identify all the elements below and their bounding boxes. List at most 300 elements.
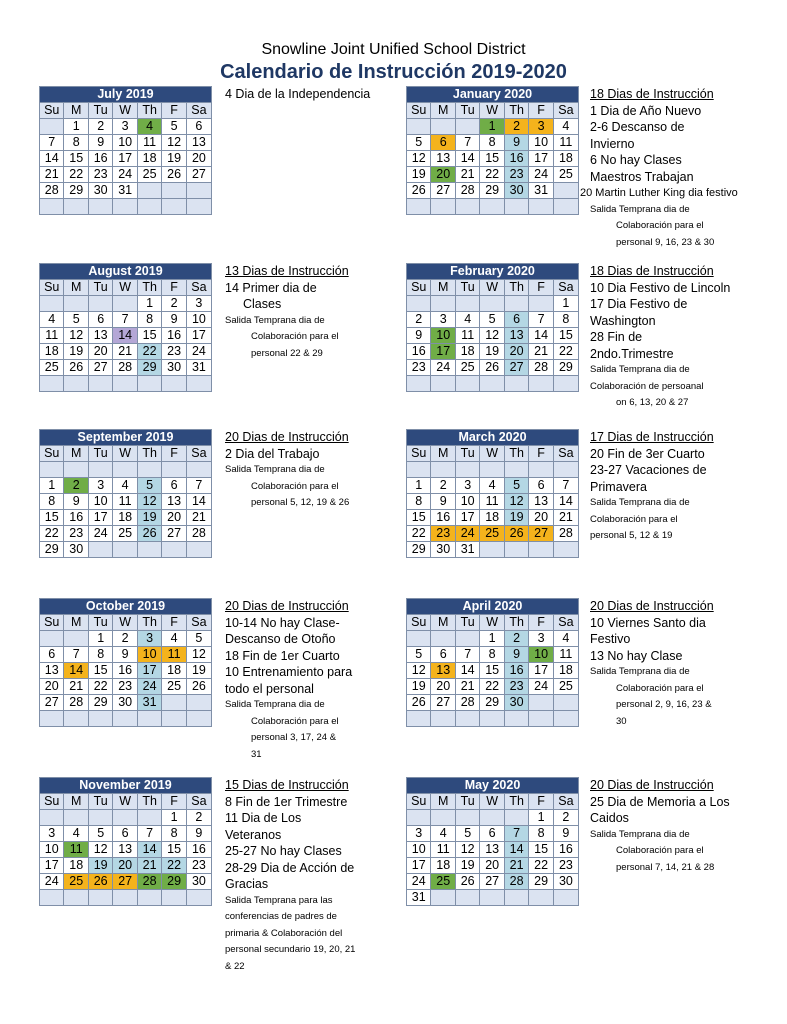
empty-cell <box>480 199 504 215</box>
day-cell: 13 <box>186 135 211 151</box>
calendar-table <box>39 429 212 558</box>
day-cell: 6 <box>113 826 137 842</box>
note-line: Colaboración para el <box>616 220 704 231</box>
day-cell: 5 <box>455 826 479 842</box>
month-name: May 2020 <box>407 778 579 794</box>
empty-cell <box>64 462 88 478</box>
day-cell: 22 <box>137 344 161 360</box>
day-cell: 28 <box>529 360 553 376</box>
day-cell: 20 <box>113 858 137 874</box>
weekday-label: Sa <box>186 446 211 462</box>
week-row <box>40 647 212 663</box>
day-cell: 25 <box>40 360 64 376</box>
day-cell: 30 <box>504 183 528 199</box>
day-cell: 17 <box>186 328 211 344</box>
day-cell: 5 <box>186 631 211 647</box>
empty-cell <box>431 631 455 647</box>
empty-cell <box>162 890 186 906</box>
day-cell: 29 <box>88 695 112 711</box>
week-row <box>40 296 212 312</box>
weekday-label: F <box>162 446 186 462</box>
instruction-days-heading: 17 Dias de Instrucción <box>590 430 714 444</box>
empty-cell <box>553 542 578 558</box>
note-line: 10-14 No hay Clase- <box>225 615 340 630</box>
day-cell: 17 <box>529 151 553 167</box>
weekday-label: Tu <box>455 794 479 810</box>
day-cell: 2 <box>504 119 528 135</box>
week-row <box>407 874 579 890</box>
week-row <box>407 151 579 167</box>
empty-cell <box>40 296 64 312</box>
week-row <box>407 135 579 151</box>
day-cell: 20 <box>431 679 455 695</box>
month-notes <box>225 598 415 763</box>
day-cell: 21 <box>504 858 528 874</box>
empty-cell <box>480 296 504 312</box>
empty-cell <box>88 462 112 478</box>
month-calendar <box>406 598 579 727</box>
day-cell: 1 <box>407 478 431 494</box>
day-cell: 30 <box>553 874 578 890</box>
day-cell: 27 <box>113 874 137 890</box>
week-row <box>407 526 579 542</box>
day-cell: 29 <box>480 695 504 711</box>
note-line: Gracias <box>225 877 269 891</box>
day-cell: 21 <box>455 167 479 183</box>
day-cell: 2 <box>407 312 431 328</box>
empty-cell <box>480 810 504 826</box>
day-cell: 5 <box>407 647 431 663</box>
empty-cell <box>431 119 455 135</box>
empty-cell <box>64 810 88 826</box>
page-title: Calendario de Instrucción 2019-2020 <box>220 61 567 83</box>
empty-cell <box>64 890 88 906</box>
day-cell: 4 <box>455 312 479 328</box>
weekday-label: M <box>431 446 455 462</box>
weekday-label: Tu <box>88 794 112 810</box>
week-row <box>40 119 212 135</box>
day-cell: 3 <box>113 119 137 135</box>
day-cell: 27 <box>504 360 528 376</box>
day-cell: 2 <box>64 478 88 494</box>
day-cell: 26 <box>64 360 88 376</box>
day-cell: 26 <box>186 679 211 695</box>
day-cell: 1 <box>162 810 186 826</box>
day-cell: 1 <box>64 119 88 135</box>
day-cell: 24 <box>88 526 112 542</box>
empty-cell <box>40 810 64 826</box>
day-cell: 31 <box>113 183 137 199</box>
day-cell: 29 <box>137 360 161 376</box>
empty-cell <box>186 711 211 727</box>
note-line: Veteranos <box>225 827 282 842</box>
empty-cell <box>113 376 137 392</box>
empty-cell <box>186 183 211 199</box>
day-cell: 12 <box>186 647 211 663</box>
month-notes <box>225 429 415 512</box>
day-cell: 4 <box>137 119 161 135</box>
empty-cell <box>88 199 112 215</box>
empty-cell <box>455 462 479 478</box>
day-cell: 5 <box>64 312 88 328</box>
day-cell: 23 <box>504 167 528 183</box>
day-cell: 4 <box>553 119 578 135</box>
day-cell: 20 <box>529 510 553 526</box>
day-cell: 27 <box>88 360 112 376</box>
day-cell: 8 <box>407 494 431 510</box>
weekday-label: Sa <box>553 280 578 296</box>
note-line: primaria & Colaboración del <box>225 927 343 939</box>
weekday-label: M <box>64 103 88 119</box>
day-cell: 5 <box>480 312 504 328</box>
note-line: Salida Temprana dia de <box>590 364 690 375</box>
day-cell: 11 <box>480 494 504 510</box>
month-notes <box>590 263 780 412</box>
day-cell: 10 <box>407 842 431 858</box>
day-cell: 18 <box>553 151 578 167</box>
day-cell: 7 <box>455 647 479 663</box>
empty-cell <box>431 376 455 392</box>
day-cell: 19 <box>186 663 211 679</box>
day-cell: 22 <box>64 167 88 183</box>
week-row <box>407 167 579 183</box>
note-line: Salida Temprana dia de <box>590 203 690 215</box>
week-row <box>407 296 579 312</box>
day-cell: 17 <box>455 510 479 526</box>
day-cell: 29 <box>480 183 504 199</box>
empty-cell <box>407 199 431 215</box>
note-line: Colaboración para el <box>251 331 339 342</box>
note-line: 2ndo.Trimestre <box>590 346 674 361</box>
day-cell: 6 <box>431 647 455 663</box>
empty-cell <box>162 542 186 558</box>
month-calendar <box>39 86 212 215</box>
week-row <box>40 679 212 695</box>
note-line: Invierno <box>590 136 635 151</box>
day-cell: 21 <box>455 679 479 695</box>
month-notes <box>225 86 415 103</box>
day-cell: 17 <box>88 510 112 526</box>
week-row <box>407 842 579 858</box>
day-cell: 3 <box>431 312 455 328</box>
day-cell: 4 <box>480 478 504 494</box>
day-cell: 14 <box>455 663 479 679</box>
month-calendar <box>39 777 212 906</box>
empty-cell <box>407 810 431 826</box>
note-line: Salida Temprana para las <box>225 894 333 906</box>
month-name: October 2019 <box>40 599 212 615</box>
day-cell: 18 <box>113 510 137 526</box>
empty-cell <box>504 376 528 392</box>
day-cell: 29 <box>162 874 186 890</box>
day-cell: 1 <box>480 119 504 135</box>
day-cell: 18 <box>64 858 88 874</box>
empty-cell <box>431 711 455 727</box>
week-row <box>40 526 212 542</box>
day-cell: 17 <box>407 858 431 874</box>
day-cell: 3 <box>529 119 553 135</box>
day-cell: 15 <box>137 328 161 344</box>
note-line: 4 Dia de la Independencia <box>225 87 371 101</box>
month-notes <box>580 86 780 251</box>
day-cell: 27 <box>40 695 64 711</box>
empty-cell <box>113 199 137 215</box>
month-notes <box>590 777 780 876</box>
day-cell: 16 <box>407 344 431 360</box>
day-cell: 30 <box>186 874 211 890</box>
weekday-label: Tu <box>455 446 479 462</box>
week-row <box>40 151 212 167</box>
day-cell: 22 <box>88 679 112 695</box>
note-line: Descanso de Otoño <box>225 632 336 646</box>
day-cell: 10 <box>40 842 64 858</box>
empty-cell <box>186 199 211 215</box>
day-cell: 26 <box>480 360 504 376</box>
day-cell: 15 <box>407 510 431 526</box>
empty-cell <box>64 376 88 392</box>
empty-cell <box>504 199 528 215</box>
day-cell: 30 <box>88 183 112 199</box>
instruction-days-heading: 20 Dias de Instrucción <box>590 778 714 792</box>
day-cell: 23 <box>504 679 528 695</box>
day-cell: 1 <box>480 631 504 647</box>
day-cell: 18 <box>40 344 64 360</box>
day-cell: 9 <box>553 826 578 842</box>
day-cell: 25 <box>162 679 186 695</box>
weekday-label: W <box>113 446 137 462</box>
empty-cell <box>455 199 479 215</box>
weekday-label: M <box>431 794 455 810</box>
day-cell: 12 <box>162 135 186 151</box>
day-cell: 6 <box>431 135 455 151</box>
day-cell: 4 <box>40 312 64 328</box>
empty-cell <box>88 810 112 826</box>
day-cell: 13 <box>162 494 186 510</box>
day-cell: 25 <box>455 360 479 376</box>
day-cell: 29 <box>553 360 578 376</box>
empty-cell <box>137 542 161 558</box>
weekday-label: W <box>113 103 137 119</box>
day-cell: 16 <box>553 842 578 858</box>
day-cell: 7 <box>553 478 578 494</box>
empty-cell <box>431 462 455 478</box>
day-cell: 28 <box>137 874 161 890</box>
day-cell: 13 <box>529 494 553 510</box>
day-cell: 9 <box>64 494 88 510</box>
note-line: Salida Temprana dia de <box>225 314 325 326</box>
weekday-label: W <box>480 446 504 462</box>
day-cell: 26 <box>407 695 431 711</box>
day-cell: 9 <box>504 135 528 151</box>
empty-cell <box>64 199 88 215</box>
day-cell: 20 <box>504 344 528 360</box>
day-cell: 6 <box>186 119 211 135</box>
day-cell: 8 <box>480 135 504 151</box>
day-cell: 14 <box>186 494 211 510</box>
day-cell: 12 <box>137 494 161 510</box>
day-cell: 22 <box>529 858 553 874</box>
weekday-label: Th <box>137 794 161 810</box>
week-row <box>407 631 579 647</box>
week-row <box>407 119 579 135</box>
note-line: 10 Viernes Santo dia <box>590 615 706 630</box>
week-row <box>407 647 579 663</box>
note-line: personal 5, 12, 19 & 26 <box>251 497 350 508</box>
calendar-table <box>39 263 212 392</box>
day-cell: 17 <box>529 663 553 679</box>
empty-cell <box>113 462 137 478</box>
day-cell: 7 <box>64 647 88 663</box>
week-row <box>40 344 212 360</box>
empty-cell <box>529 890 553 906</box>
empty-cell <box>88 296 112 312</box>
day-cell: 5 <box>162 119 186 135</box>
calendar-table <box>406 429 579 558</box>
week-row <box>407 542 579 558</box>
day-cell: 9 <box>88 135 112 151</box>
day-cell: 2 <box>162 296 186 312</box>
empty-cell <box>553 711 578 727</box>
empty-cell <box>137 199 161 215</box>
empty-cell <box>553 199 578 215</box>
note-line: 14 Primer dia de <box>225 280 317 295</box>
day-cell: 7 <box>455 135 479 151</box>
week-row <box>407 199 579 215</box>
day-cell: 6 <box>162 478 186 494</box>
day-cell: 19 <box>137 510 161 526</box>
day-cell: 21 <box>64 679 88 695</box>
day-cell: 22 <box>162 858 186 874</box>
day-cell: 28 <box>553 526 578 542</box>
day-cell: 29 <box>407 542 431 558</box>
day-cell: 22 <box>553 344 578 360</box>
day-cell: 26 <box>407 183 431 199</box>
day-cell: 23 <box>431 526 455 542</box>
week-row <box>407 890 579 906</box>
month-name: November 2019 <box>40 778 212 794</box>
weekday-label: W <box>480 615 504 631</box>
day-cell: 20 <box>162 510 186 526</box>
weekday-label: Su <box>40 280 64 296</box>
week-row <box>40 695 212 711</box>
instruction-days-heading: 15 Dias de Instrucción <box>225 778 349 792</box>
day-cell: 8 <box>40 494 64 510</box>
day-cell: 21 <box>186 510 211 526</box>
day-cell: 24 <box>455 526 479 542</box>
weekday-label: Su <box>407 280 431 296</box>
weekday-label: W <box>480 280 504 296</box>
note-line: Washington <box>590 313 656 328</box>
month-notes <box>590 429 780 545</box>
weekday-label: M <box>431 615 455 631</box>
empty-cell <box>88 542 112 558</box>
empty-cell <box>88 711 112 727</box>
day-cell: 18 <box>553 663 578 679</box>
empty-cell <box>137 376 161 392</box>
note-line: Colaboración de persoanal <box>590 380 704 392</box>
day-cell: 19 <box>64 344 88 360</box>
day-cell: 8 <box>64 135 88 151</box>
day-cell: 19 <box>407 679 431 695</box>
day-cell: 19 <box>88 858 112 874</box>
day-cell: 14 <box>40 151 64 167</box>
day-cell: 30 <box>162 360 186 376</box>
empty-cell <box>455 376 479 392</box>
day-cell: 6 <box>88 312 112 328</box>
weekday-label: M <box>431 103 455 119</box>
day-cell: 7 <box>40 135 64 151</box>
month-name: September 2019 <box>40 430 212 446</box>
weekday-label: Sa <box>553 794 578 810</box>
day-cell: 24 <box>186 344 211 360</box>
day-cell: 30 <box>504 695 528 711</box>
page-header <box>0 40 787 84</box>
day-cell: 22 <box>480 167 504 183</box>
day-cell: 1 <box>529 810 553 826</box>
weekday-label: Tu <box>455 280 479 296</box>
note-line: Colaboración para el <box>251 480 339 492</box>
day-cell: 7 <box>529 312 553 328</box>
day-cell: 16 <box>113 663 137 679</box>
weekday-label: Th <box>504 280 528 296</box>
month-calendar <box>406 86 579 215</box>
day-cell: 29 <box>40 542 64 558</box>
weekday-label: Su <box>407 794 431 810</box>
day-cell: 4 <box>431 826 455 842</box>
weekday-label: M <box>64 794 88 810</box>
note-line: personal 3, 17, 24 & <box>251 732 337 743</box>
calendar-table <box>406 86 579 215</box>
note-line: Colaboración para el <box>251 715 339 727</box>
week-row <box>40 199 212 215</box>
note-line: Maestros Trabajan <box>590 169 694 184</box>
note-line: 10 Entrenamiento para <box>225 665 353 679</box>
empty-cell <box>480 462 504 478</box>
day-cell: 28 <box>186 526 211 542</box>
day-cell: 7 <box>186 478 211 494</box>
month-notes <box>590 598 780 730</box>
day-cell: 13 <box>480 842 504 858</box>
day-cell: 4 <box>64 826 88 842</box>
empty-cell <box>480 542 504 558</box>
empty-cell <box>137 711 161 727</box>
day-cell: 23 <box>407 360 431 376</box>
day-cell: 24 <box>431 360 455 376</box>
day-cell: 14 <box>113 328 137 344</box>
note-line: Primavera <box>590 479 647 494</box>
day-cell: 9 <box>113 647 137 663</box>
day-cell: 2 <box>431 478 455 494</box>
note-line: 20 Fin de 3er Cuarto <box>590 446 705 461</box>
empty-cell <box>480 890 504 906</box>
week-row <box>407 328 579 344</box>
day-cell: 16 <box>504 151 528 167</box>
empty-cell <box>407 631 431 647</box>
weekday-label: M <box>64 446 88 462</box>
note-line: Salida Temprana dia de <box>225 464 325 475</box>
weekday-label: Su <box>40 103 64 119</box>
day-cell: 22 <box>40 526 64 542</box>
empty-cell <box>431 296 455 312</box>
empty-cell <box>455 810 479 826</box>
weekday-label: Tu <box>88 446 112 462</box>
empty-cell <box>407 119 431 135</box>
day-cell: 14 <box>455 151 479 167</box>
empty-cell <box>113 542 137 558</box>
week-row <box>407 826 579 842</box>
instruction-days-heading: 18 Dias de Instrucción <box>590 87 714 101</box>
day-cell: 23 <box>88 167 112 183</box>
